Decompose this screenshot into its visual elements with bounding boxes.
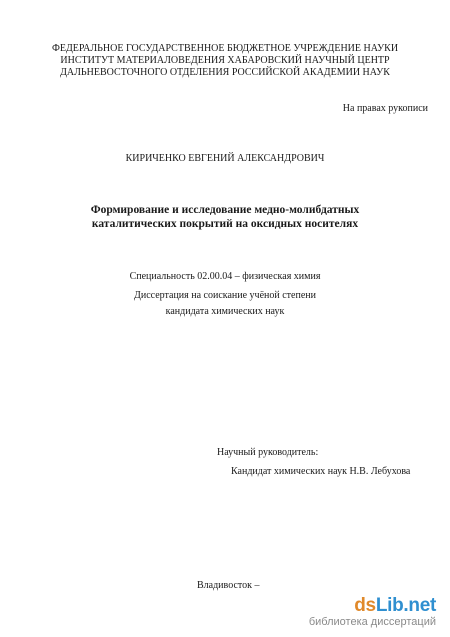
logo-net: net bbox=[408, 595, 436, 616]
logo-dot: . bbox=[403, 595, 409, 616]
dslib-logo bbox=[309, 596, 436, 616]
title-line-1: Формирование и исследование медно-молибдатных bbox=[90, 204, 360, 216]
title-line-2: каталитических покрытий на оксидных носителях bbox=[91, 218, 359, 230]
institution-line-3: ДАЛЬНЕВОСТОЧНОГО ОТДЕЛЕНИЯ РОССИЙСКОЙ АКАДЕМИИ НАУК bbox=[60, 67, 390, 78]
dslib-watermark bbox=[309, 596, 436, 629]
city: Владивосток – bbox=[197, 580, 260, 591]
supervisor-name: Кандидат химических наук Н.В. Лебухова bbox=[231, 466, 411, 477]
specialty: Специальность 02.00.04 – физическая химия bbox=[129, 271, 321, 282]
manuscript-note: На правах рукописи bbox=[342, 103, 428, 114]
dissertation-degree-line-2: кандидата химических наук bbox=[165, 306, 285, 317]
institution-line-1: ФЕДЕРАЛЬНОЕ ГОСУДАРСТВЕННОЕ БЮДЖЕТНОЕ УЧРЕЖДЕНИЕ НАУКИ bbox=[51, 43, 399, 54]
supervisor-label: Научный руководитель: bbox=[217, 447, 319, 458]
watermark-subtitle: библиотека диссертаций bbox=[308, 616, 436, 628]
author-name: КИРИЧЕНКО ЕВГЕНИЙ АЛЕКСАНДРОВИЧ bbox=[125, 153, 325, 164]
logo-ds: ds bbox=[354, 595, 376, 616]
institution-line-2: ИНСТИТУТ МАТЕРИАЛОВЕДЕНИЯ ХАБАРОВСКИЙ НАУЧНЫЙ ЦЕНТР bbox=[60, 55, 390, 66]
dissertation-degree-line-1: Диссертация на соискание учёной степени bbox=[134, 290, 316, 301]
logo-lib: Lib bbox=[375, 595, 404, 616]
